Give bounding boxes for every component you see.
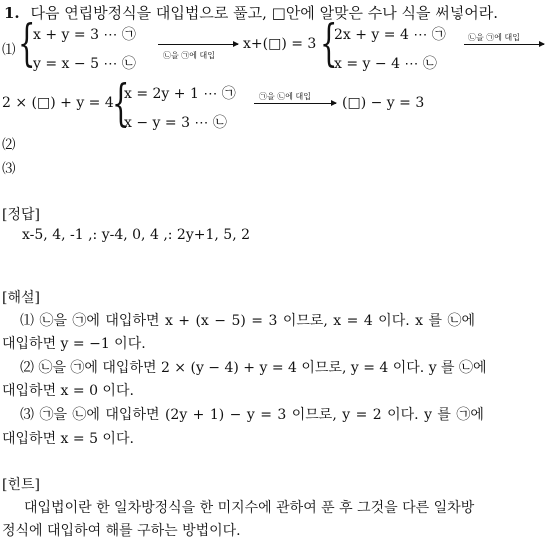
system3-brace: { (112, 74, 130, 132)
system3-eq2: x − y = 3 ⋯ ㉡ (124, 115, 227, 131)
arrow2 (464, 44, 544, 45)
result1: x+(□) = 3 (243, 36, 317, 52)
arrow1 (158, 44, 238, 45)
solution-line6: 대입하면 x = 5 이다. (2, 431, 134, 447)
solution-line2: 대입하면 y = −1 이다. (2, 336, 146, 352)
answer-text: x-5, 4, -1 ,: y-4, 0, 4 ,: 2y+1, 5, 2 (22, 227, 250, 243)
hint-line2: 정식에 대입하여 해를 구하는 방법이다. (2, 523, 241, 539)
part3-label: ⑶ (2, 161, 16, 177)
result3: (□) − y = 3 (342, 95, 425, 111)
arrow3-label: ㉠을 ㉡에 대입 (259, 92, 311, 101)
arrow2-label: ㉡을 ㉠에 대입 (468, 33, 520, 42)
system2-brace: { (320, 14, 338, 72)
hint-heading: [힌트] (2, 477, 40, 493)
arrow3 (254, 103, 336, 104)
solution-heading: [해설] (2, 290, 40, 306)
solution-line4: 대입하면 x = 0 이다. (2, 383, 134, 399)
question-line (4, 2, 498, 23)
arrow1-label: ㉡을 ㉠에 대입 (163, 51, 215, 60)
row2-lhs: 2 × (□) + y = 4 (2, 95, 114, 111)
solution-line3: ⑵ ㉡을 ㉠에 대입하면 2 × (y − 4) + y = 4 이므로, y = 4 이다. y 를 ㉡에 (20, 360, 487, 376)
question-text: 다음 연립방정식을 대입법으로 풀고, □안에 알맞은 수나 식을 써넣어라. (30, 4, 499, 22)
solution-line5: ⑶ ㉠을 ㉡에 대입하면 (2y + 1) − y = 3 이므로, y = 2 이다. y 를 ㉠에 (20, 407, 484, 423)
system1-brace: { (18, 14, 36, 72)
system3-eq1: x = 2y + 1 ⋯ ㉠ (124, 86, 236, 102)
system2-eq1: 2x + y = 4 ⋯ ㉠ (334, 27, 446, 43)
system2-eq2: x = y − 4 ⋯ ㉡ (334, 56, 437, 72)
hint-line1: 대입법이란 한 일차방정식을 한 미지수에 관하여 푼 후 그것을 다른 일차방 (24, 500, 475, 516)
part1-label: ⑴ (2, 42, 16, 58)
system1-eq2: y = x − 5 ⋯ ㉡ (33, 56, 136, 72)
system1-eq1: x + y = 3 ⋯ ㉠ (33, 27, 136, 43)
solution-line1: ⑴ ㉡을 ㉠에 대입하면 x + (x − 5) = 3 이므로, x = 4 이다. x 를 ㉡에 (20, 313, 475, 329)
question-number: 1. (4, 4, 20, 22)
part2-label: ⑵ (2, 137, 16, 153)
answer-heading: [정답] (2, 207, 40, 223)
